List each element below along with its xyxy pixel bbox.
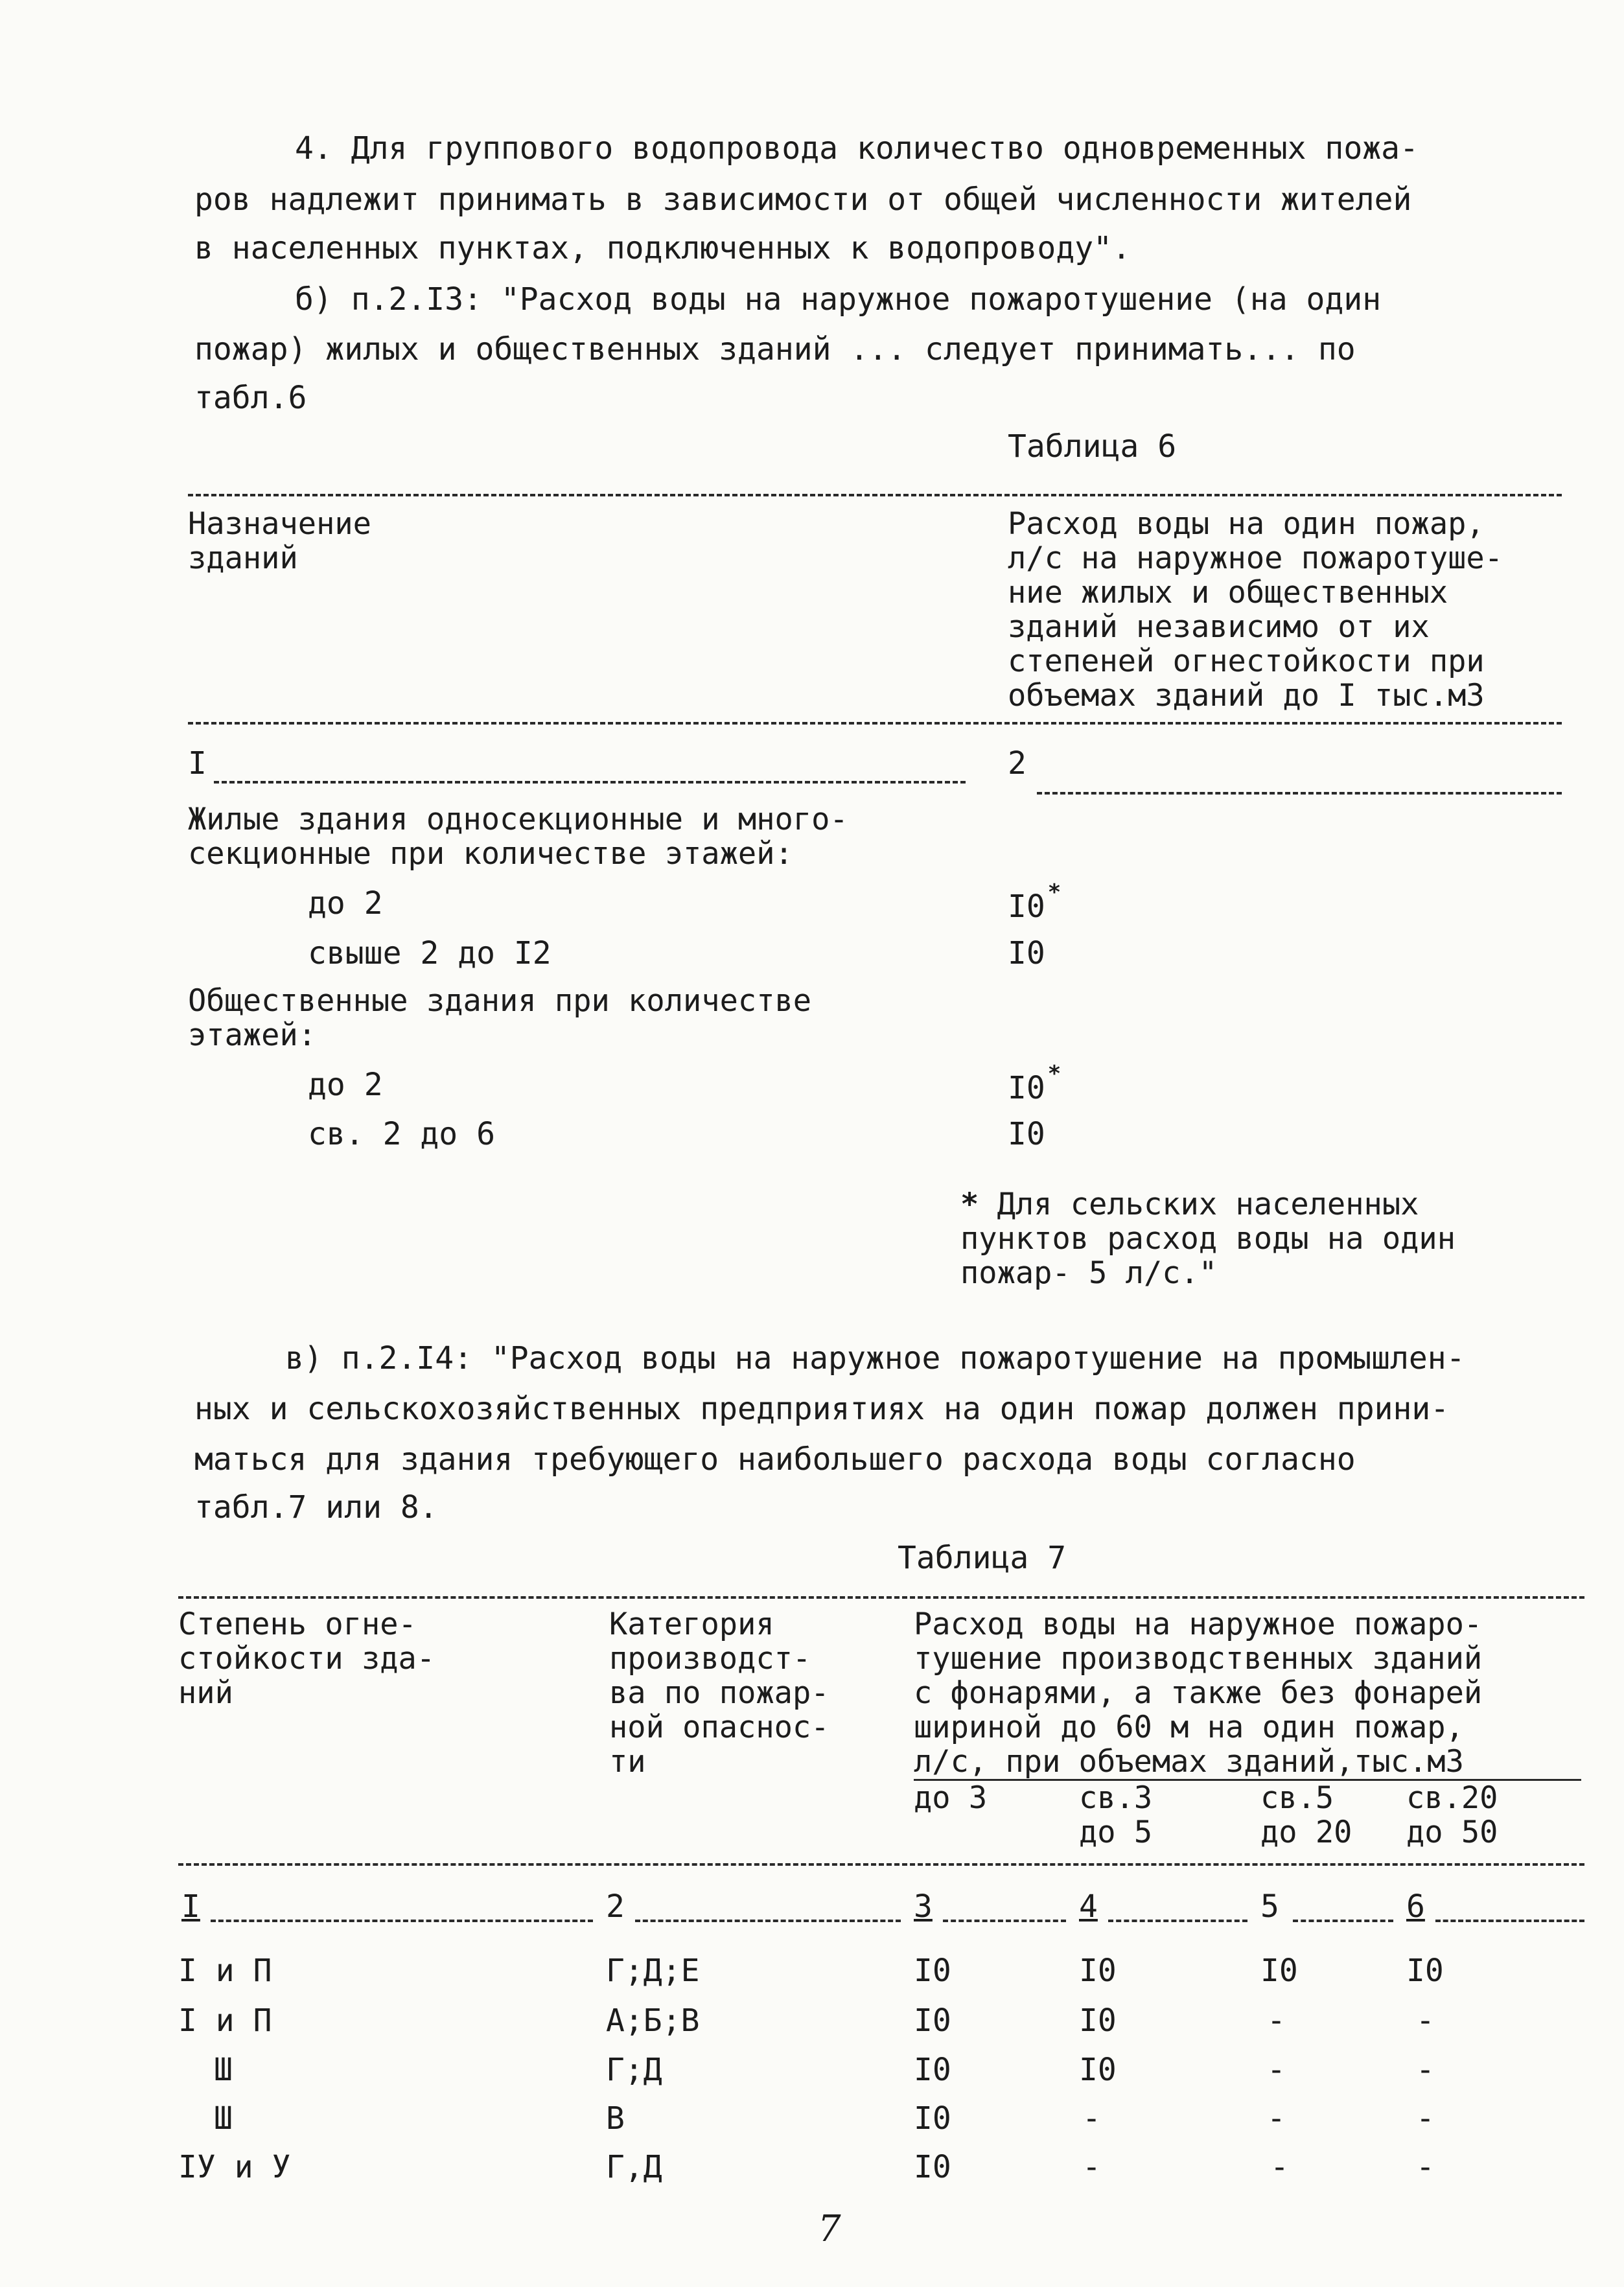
table6-row-value: I0 * (1008, 879, 1061, 925)
table6-colnum-rule-left (214, 781, 966, 784)
table6-row-value: I0 (1008, 935, 1045, 971)
table7-cell: - (1267, 2003, 1286, 2039)
table7-subheader: до 3 (914, 1780, 988, 1816)
table6-row-value: I0 * (1008, 1061, 1061, 1106)
table7-cell: - (1267, 2100, 1286, 2137)
table6-colnum-rule-right (1037, 792, 1562, 795)
table7-colnum-rule (1293, 1920, 1393, 1922)
table7-subheader: св.5 до 20 (1260, 1780, 1352, 1850)
paragraph-b-line-2: пожар) жилых и общественных зданий ... следует принимать... по (194, 331, 1356, 367)
table7-cell: - (1270, 2149, 1289, 2185)
table7-row-category: В (606, 2100, 625, 2137)
table7-cell: - (1082, 2149, 1101, 2185)
table7-header-rule (178, 1863, 1584, 1866)
paragraph-b-line-1: б) п.2.I3: "Расход воды на наружное пожаротушение (на один (295, 281, 1382, 318)
page-number: 7 (818, 2208, 841, 2250)
table7-row-degree: IУ и У (178, 2149, 291, 2185)
paragraph-v-line-4: табл.7 или 8. (194, 1489, 438, 1526)
paragraph-4-line-3: в населенных пунктах, подключенных к водопроводу". (194, 230, 1131, 266)
table7-cell: - (1082, 2100, 1101, 2137)
paragraph-b-line-3: табл.6 (194, 380, 307, 416)
table7-colnum-5: 5 (1260, 1888, 1279, 1925)
table7-cell: - (1416, 2100, 1435, 2137)
table6-group1-label: Жилые здания односекционные и много- секционные при количестве этажей: (188, 802, 848, 872)
table7-colnum-rule (943, 1920, 1066, 1922)
table6-caption: Таблица 6 (1008, 428, 1177, 465)
table6-row-label: до 2 (308, 885, 383, 922)
table7-cell: I0 (914, 2149, 951, 2185)
table6-top-rule (188, 494, 1562, 496)
table7-colnum-6: 6 (1406, 1888, 1425, 1925)
table7-row-category: Г;Д (606, 2052, 662, 2088)
table7-cell: I0 (914, 2100, 951, 2137)
table6-row-label: свыше 2 до I2 (308, 935, 551, 971)
table7-row-degree: I и П (178, 2003, 272, 2039)
table6-header-rule (188, 722, 1562, 725)
table6-group2-label: Общественные здания при количестве этажей: (188, 983, 812, 1053)
table7-cell: I0 (914, 2052, 951, 2088)
table7-colnum-1: I (181, 1888, 200, 1925)
table7-cell: I0 (914, 2003, 951, 2039)
table7-col2-header: Категория производст- ва по пожар- ной опаснос- ти (609, 1607, 829, 1780)
table7-cell: - (1416, 2149, 1435, 2185)
table7-cell: I0 (1079, 2052, 1117, 2088)
table6-row-label: св. 2 до 6 (308, 1116, 495, 1152)
paragraph-4-line-2: ров надлежит принимать в зависимости от общей численности жителей (194, 181, 1412, 218)
table7-col3-header: Расход воды на наружное пожаро- тушение производственных зданий с фонарями, а также без фонарей шириной до 60 м на один пожар, л/с, при объемах зданий,тыс.м3 (914, 1607, 1483, 1780)
paragraph-v-line-1: в) п.2.I4: "Расход воды на наружное пожаротушение на промышлен- (285, 1340, 1465, 1376)
table7-cell: I0 (1406, 1953, 1444, 1989)
table7-cell: I0 (1260, 1953, 1298, 1989)
table6-col2-header: Расход воды на один пожар, л/с на наружное пожаротуше- ние жилых и общественных зданий независимо от их степеней огнестойкости при объемах зданий до I тыс.м3 (1008, 506, 1503, 714)
paragraph-v-line-3: маться для здания требующего наибольшего расхода воды согласно (194, 1441, 1356, 1478)
table7-row-degree: Ш (214, 2052, 233, 2088)
table7-subheader: св.20 до 50 (1406, 1780, 1498, 1850)
table6-row-label: до 2 (308, 1067, 383, 1103)
table6-colnum-1: I (188, 745, 207, 782)
table6-colnum-2: 2 (1008, 745, 1027, 782)
table7-row-degree: Ш (214, 2100, 233, 2137)
table6-footnote: * Для сельских населенных пунктов расход воды на один пожар- 5 л/с." (960, 1187, 1456, 1291)
paragraph-v-line-2: ных и сельскохозяйственных предприятиях на один пожар должен прини- (194, 1391, 1450, 1427)
table7-cell: - (1267, 2052, 1286, 2088)
table7-cell: I0 (914, 1953, 951, 1989)
table7-cell: - (1416, 2052, 1435, 2088)
table7-subheader: св.3 до 5 (1079, 1780, 1153, 1850)
table7-row-category: Г;Д;Е (606, 1953, 700, 1989)
table7-colnum-rule (1435, 1920, 1584, 1922)
footnote-asterisk: * (960, 1187, 979, 1222)
table7-colnum-3: 3 (914, 1888, 933, 1925)
table7-cell: I0 (1079, 1953, 1117, 1989)
table7-row-category: Г,Д (606, 2149, 662, 2185)
table7-cell: I0 (1079, 2003, 1117, 2039)
table7-colnum-2: 2 (606, 1888, 625, 1925)
table7-row-category: А;Б;В (606, 2003, 700, 2039)
table7-cell: - (1416, 2003, 1435, 2039)
table7-colnum-rule (635, 1920, 901, 1922)
table7-colnum-rule (1108, 1920, 1247, 1922)
table6-row-value: I0 (1008, 1116, 1045, 1152)
table7-colnum-rule (211, 1920, 593, 1922)
table7-caption: Таблица 7 (898, 1540, 1067, 1576)
table6-col1-header: Назначение зданий (188, 506, 371, 576)
table7-top-rule (178, 1596, 1584, 1599)
table7-row-degree: I и П (178, 1953, 272, 1989)
table7-colnum-4: 4 (1079, 1888, 1098, 1925)
paragraph-4-line-1: 4. Для группового водопровода количество одновременных пожа- (295, 130, 1419, 167)
table7-col1-header: Степень огне- стойкости зда- ний (178, 1607, 435, 1711)
